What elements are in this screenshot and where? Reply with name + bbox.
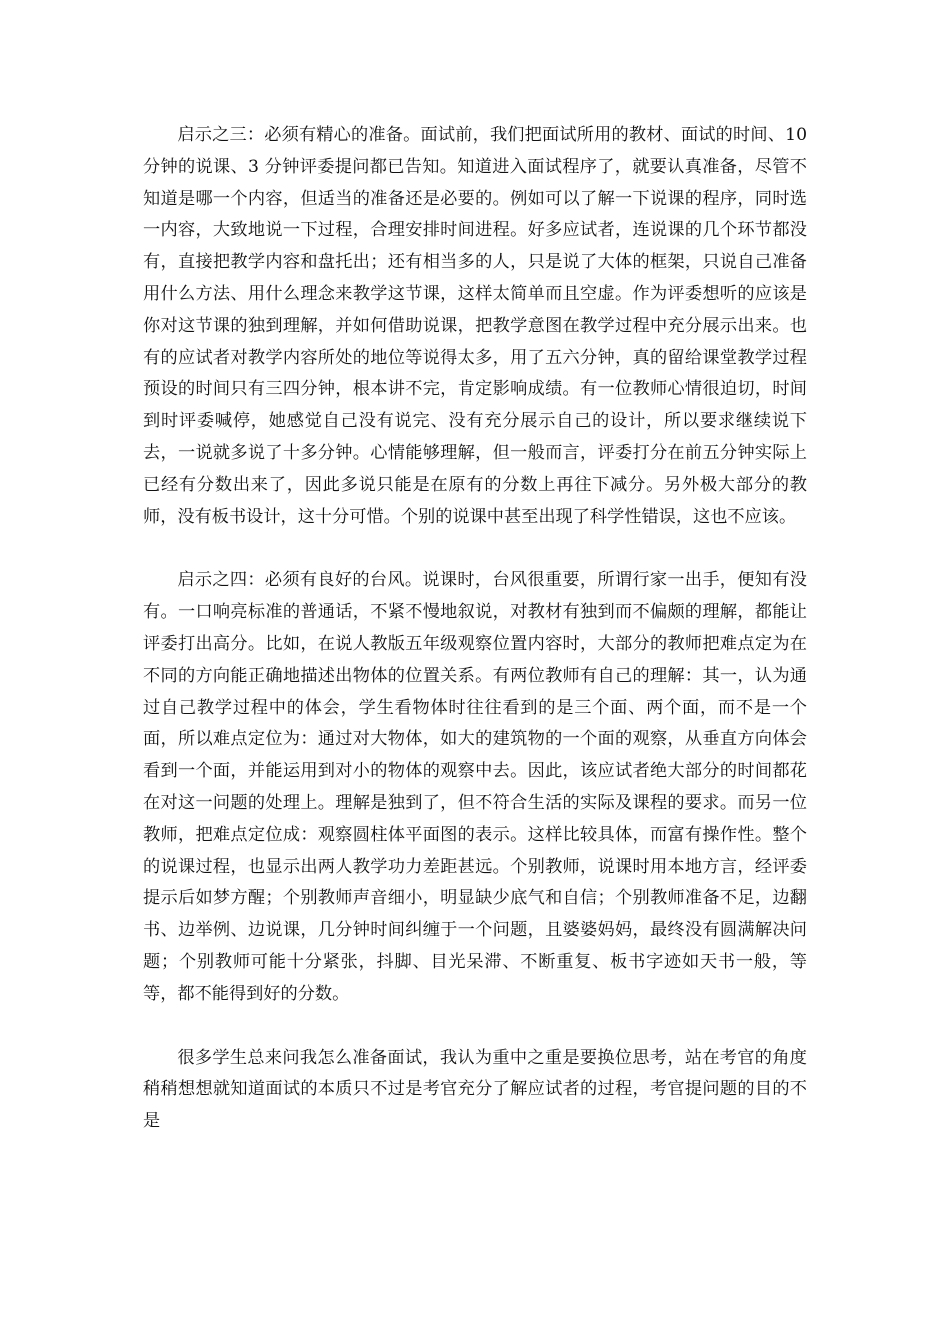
- document-body: [143, 120, 807, 1170]
- paragraph-inspiration-four: 启示之四：必须有良好的台风。说课时，台风很重要，所谓行家一出手，便知有没有。一口响亮标准的普通话，不紧不慢地叙说，对教材有独到而不偏颇的理解，都能让评委打出高分。比如，在说人教版五年级观察位置内容时，大部分的教师把难点定为在不同的方向能正确地描述出物体的位置关系。有两位教师有自己的理解：其一，认为通过自己教学过程中的体会，学生看物体时往往看到的是三个面、两个面，而不是一个面，所以难点定位为：通过对大物体，如大的建筑物的一个面的观察，从垂直方向体会看到一个面，并能运用到对小的物体的观察中去。因此，该应试者绝大部分的时间都花在对这一问题的处理上。理解是独到了，但不符合生活的实际及课程的要求。而另一位教师，把难点定位成：观察圆柱体平面图的表示。这样比较具体，而富有操作性。整个的说课过程，也显示出两人教学功力差距甚远。个别教师，说课时用本地方言，经评委提示后如梦方醒；个别教师声音细小，明显缺少底气和自信；个别教师准备不足，边翻书、边举例、边说课，几分钟时间纠缠于一个问题，且婆婆妈妈，最终没有圆满解决问题；个别教师可能十分紧张，抖脚、目光呆滞、不断重复、板书字迹如天书一般，等等，都不能得到好的分数。: [143, 570, 807, 1004]
- paragraph-interview-advice: 很多学生总来问我怎么准备面试，我认为重中之重是要换位思考，站在考官的角度稍稍想想就知道面试的本质只不过是考官充分了解应试者的过程，考官提问题的目的不是: [143, 1047, 807, 1132]
- paragraph-inspiration-three: 启示之三：必须有精心的准备。面试前，我们把面试所用的教材、面试的时间、10 分钟的说课、3 分钟评委提问都已告知。知道进入面试程序了，就要认真准备，尽管不知道是哪一个内容，但适当的准备还是必要的。例如可以了解一下说课的程序，同时选一内容，大致地说一下过程，合理安排时间进程。好多应试者，连说课的几个环节都没有，直接把教学内容和盘托出；还有相当多的人，只是说了大体的框架，只说自己准备用什么方法、用什么理念来教学这节课，这样太简单而且空虚。作为评委想听的应该是你对这节课的独到理解，并如何借助说课，把教学意图在教学过程中充分展示出来。也有的应试者对教学内容所处的地位等说得太多，用了五六分钟，真的留给课堂教学过程预设的时间只有三四分钟，根本讲不完，肯定影响成绩。有一位教师心情很迫切，时间到时评委喊停，她感觉自己没有说完、没有充分展示自己的设计，所以要求继续说下去，一说就多说了十多分钟。心情能够理解，但一般而言，评委打分在前五分钟实际上已经有分数出来了，因此多说只能是在原有的分数上再往下减分。另外极大部分的教师，没有板书设计，这十分可惜。个别的说课中甚至出现了科学性错误，这也不应该。: [143, 125, 807, 527]
